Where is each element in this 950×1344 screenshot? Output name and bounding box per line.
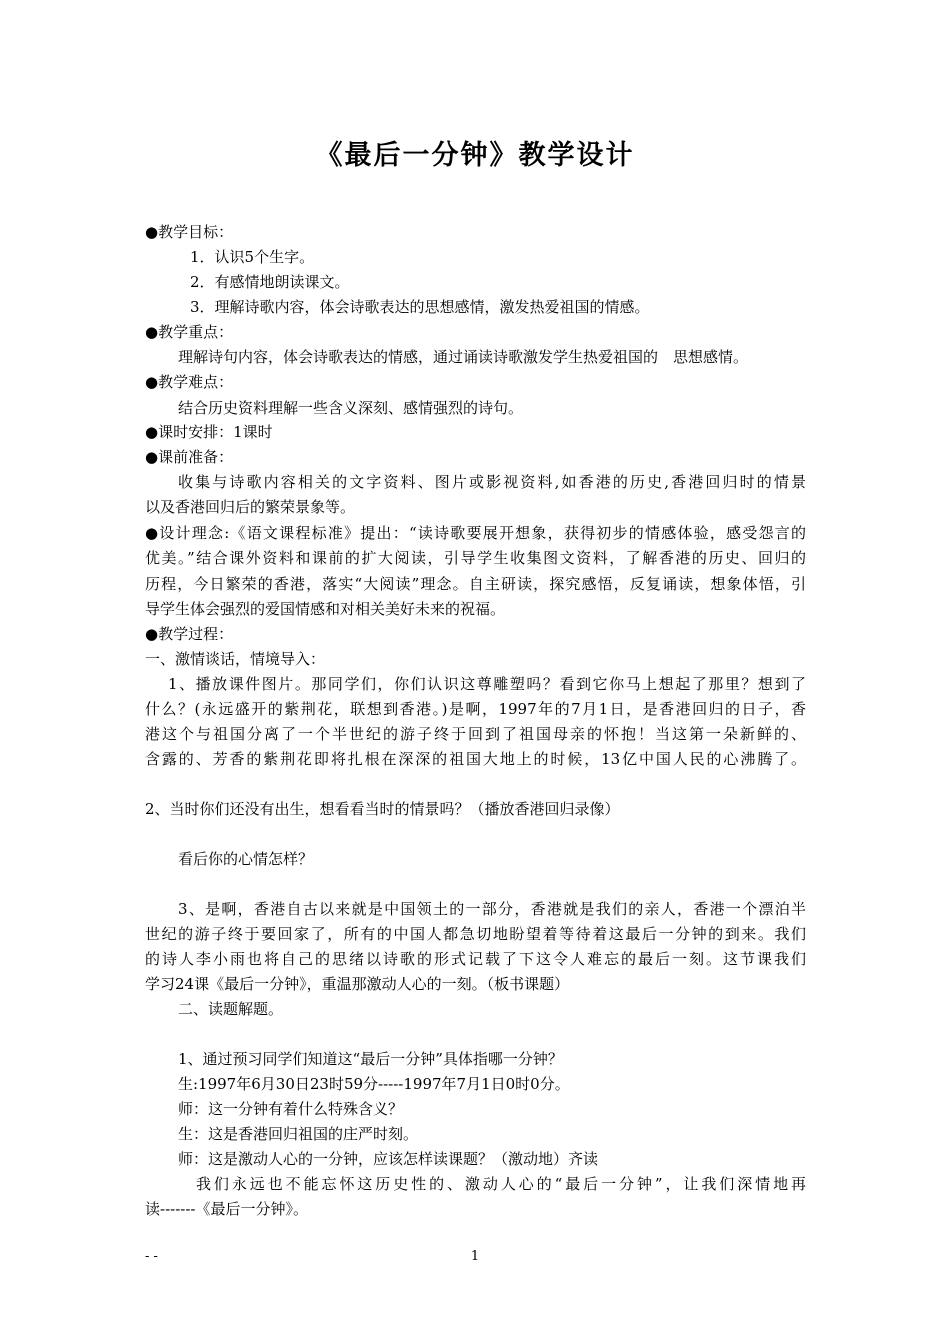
text-line: ●教学目标： [145, 223, 234, 241]
text-line: 以及香港回归后的繁荣景象等。 [145, 498, 356, 516]
text-line: 结合历史资料理解一些含义深刻、感情强烈的诗句。 [178, 399, 524, 417]
text-line: 历程，今日繁荣的香港，落实“大阅读”理念。自主研读，探究感悟，反复诵读，想象体悟，引 [145, 575, 806, 593]
text-line: 一、激情谈话，情境导入： [145, 650, 326, 668]
text-line: 生:1997年6月30日23时59分-----1997年7月1日0时0分。 [178, 1075, 570, 1093]
document-title: 《最后一分钟》教学设计 [315, 140, 635, 171]
text-line: 师：这是激动人心的一分钟，应该怎样读课题？（激动地）齐读 [178, 1150, 599, 1168]
text-line: 生：这是香港回归祖国的庄严时刻。 [178, 1125, 419, 1143]
text-line: 看后你的心情怎样？ [178, 850, 314, 868]
text-line: 读-------《最后一分钟》。 [145, 1200, 308, 1218]
page-number: 1 [470, 1249, 480, 1264]
text-line: 2、当时你们还没有出生，想看看当时的情景吗？（播放香港回归录像） [145, 800, 620, 818]
text-line: ●教学过程： [145, 625, 234, 643]
text-line: 含露的、芳香的紫荆花即将扎根在深深的祖国大地上的时候，13亿中国人民的心沸腾了。 [145, 750, 806, 768]
text-line: 什么？(永远盛开的紫荆花，联想到香港。)是啊，1997年的7月1日，是香港回归的日子，香 [145, 700, 806, 718]
text-line: 1、播放课件图片。那同学们，你们认识这尊雕塑吗？看到它你马上想起了那里？想到了 [168, 675, 806, 693]
text-line: ●课前准备： [145, 448, 234, 466]
text-line: 学习24课《最后一分钟》，重温那激动人心的一刻。（板书课题） [145, 975, 570, 993]
text-line: 收集与诗歌内容相关的文字资料、图片或影视资料,如香港的历史,香港回归时的情景 [178, 473, 806, 491]
text-line: 我们永远也不能忘怀这历史性的、激动人心的“最后一分钟”，让我们深情地再 [196, 1175, 806, 1193]
text-line: 世纪的游子终于要回家了，所有的中国人都急切地盼望着等待着这最后一分钟的到来。我们 [145, 925, 806, 943]
text-line: 3．理解诗歌内容，体会诗歌表达的思想感情，激发热爱祖国的情感。 [190, 298, 650, 316]
text-line: 理解诗句内容，体会诗歌表达的情感，通过诵读诗歌激发学生热爱祖国的 思想感情。 [178, 348, 749, 366]
text-line: 1、通过预习同学们知道这“最后一分钟”具体指哪一分钟？ [178, 1050, 563, 1068]
text-line: ●教学难点： [145, 373, 234, 391]
text-line: ●设计理念:《语文课程标准》提出：“读诗歌要展开想象，获得初步的情感体验，感受怨言的 [145, 524, 806, 542]
text-line: 优美。”结合课外资料和课前的扩大阅读，引导学生收集图文资料，了解香港的历史、回归的 [145, 549, 806, 567]
text-line: 2．有感情地朗读课文。 [190, 273, 350, 291]
text-line: 师：这一分钟有着什么特殊含义？ [178, 1100, 404, 1118]
text-line: ●课时安排：1课时 [145, 423, 273, 441]
text-line: 的诗人李小雨也将自己的思绪以诗歌的形式记载了下这令人难忘的最后一刻。这节课我们 [145, 950, 806, 968]
text-line: ●教学重点： [145, 323, 234, 341]
text-line: 港这个与祖国分离了一个半世纪的游子终于回到了祖国母亲的怀抱！当这第一朵新鲜的、 [145, 725, 806, 743]
text-line: 3、是啊，香港自古以来就是中国领土的一部分，香港就是我们的亲人，香港一个漂泊半 [178, 900, 806, 918]
footer-marker: - - [145, 1249, 158, 1264]
text-line: 二、读题解题。 [178, 1000, 284, 1018]
text-line: 1．认识5个生字。 [190, 248, 315, 266]
text-line: 导学生体会强烈的爱国情感和对相关美好未来的祝福。 [145, 600, 506, 618]
